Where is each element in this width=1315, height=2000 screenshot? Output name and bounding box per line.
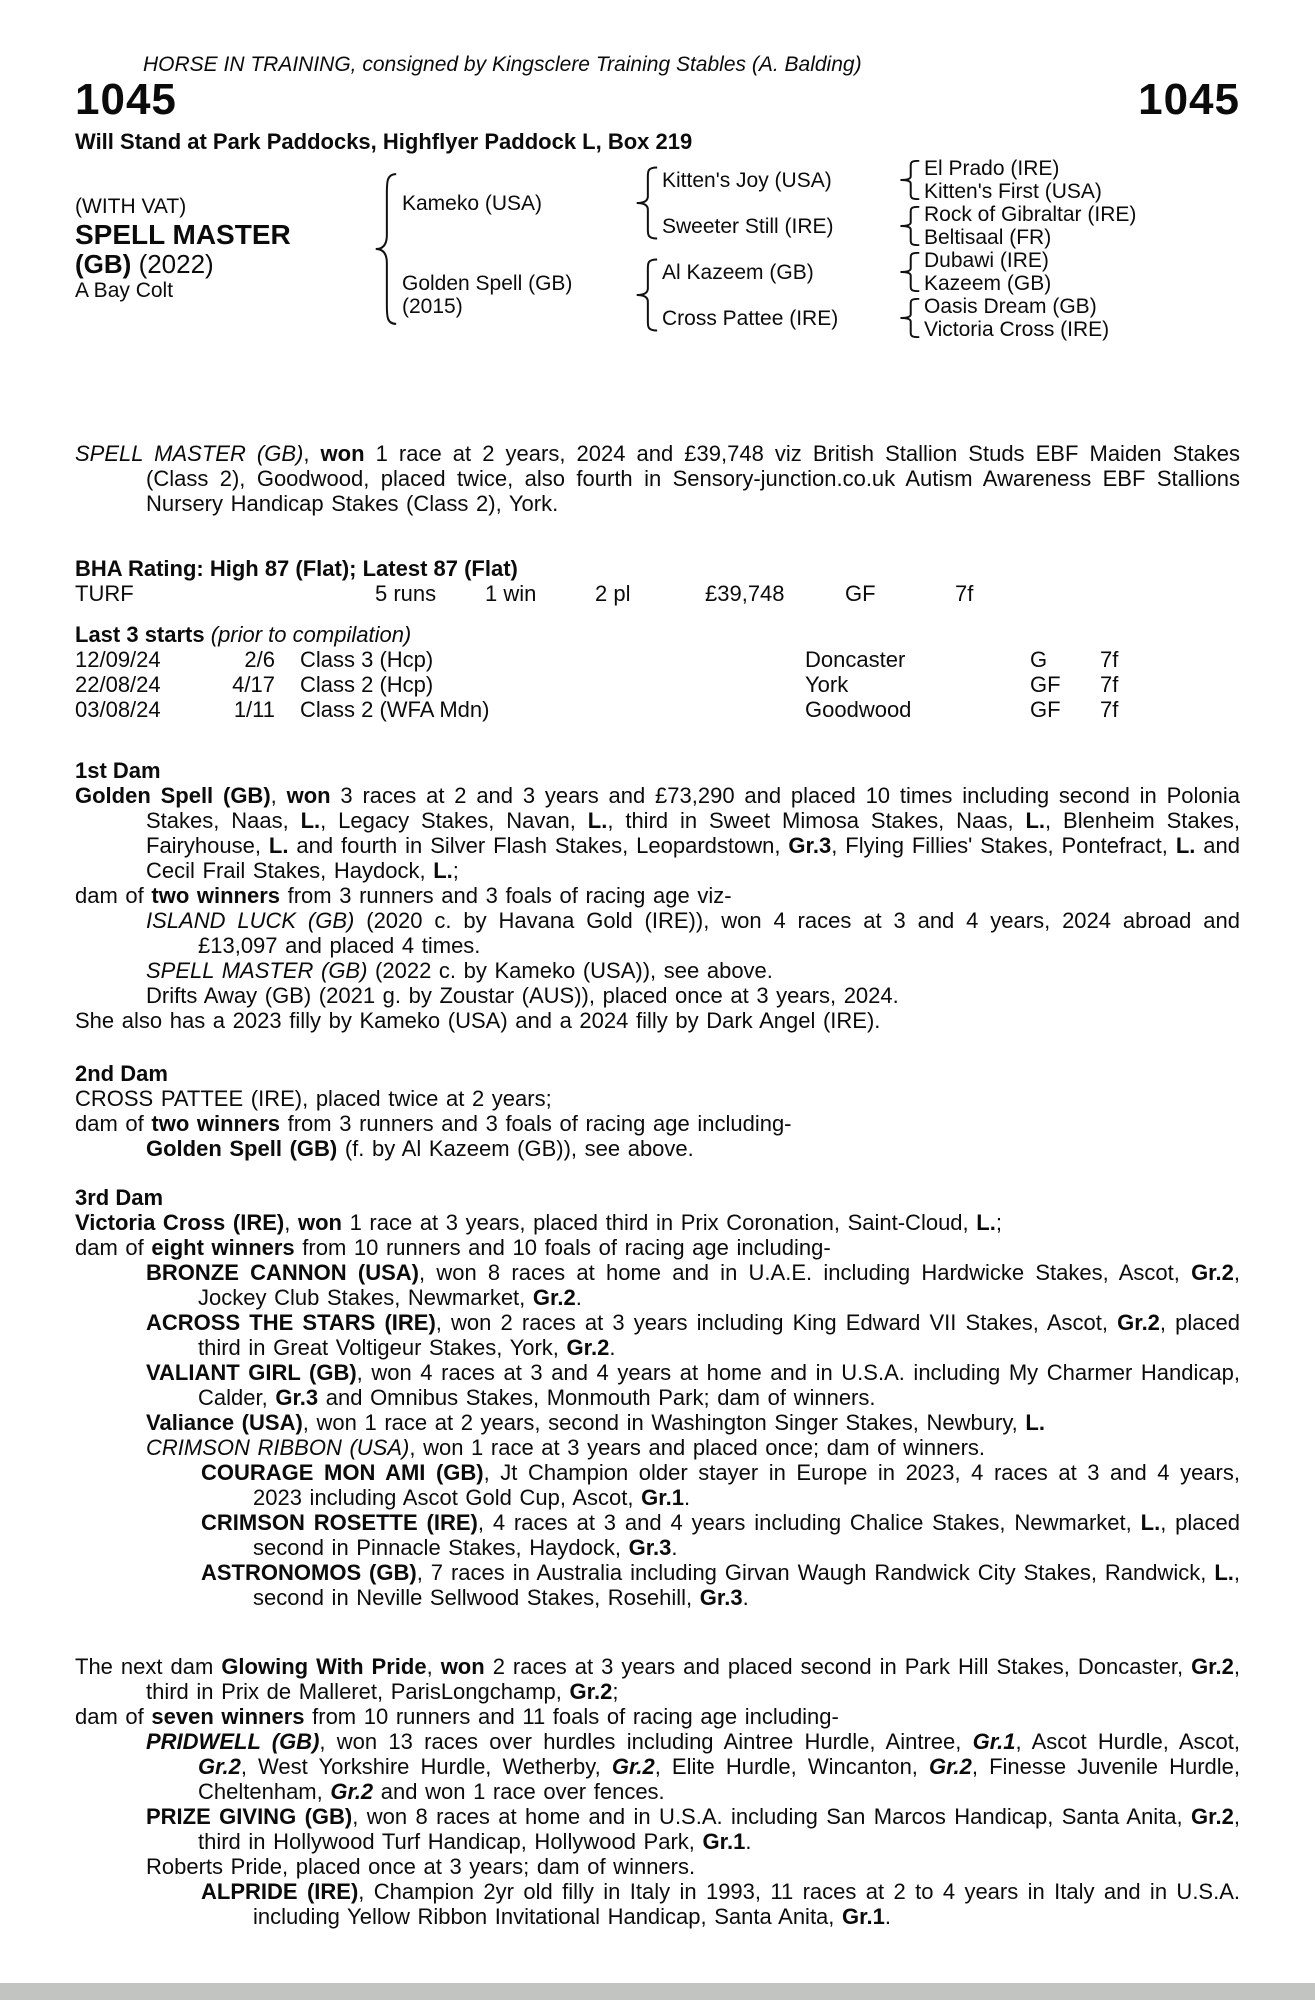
third-dam-produce-intro: dam of eight winners from 10 runners and 10 foals of racing age including- xyxy=(75,1235,831,1260)
sire-dam-name: Sweeter Still (IRE) xyxy=(662,214,834,238)
going-value: GF xyxy=(845,581,876,606)
progeny-entry: ASTRONOMOS (GB), 7 races in Australia including Girvan Waugh Randwick City Stakes, Randwick, L., second in Neville Sellwood Stakes, Rosehill, Gr.3. xyxy=(201,1560,1240,1610)
first-dam-heading: 1st Dam xyxy=(75,758,161,783)
sire-sire-name: Kitten's Joy (USA) xyxy=(662,168,832,192)
start-distance: 7f xyxy=(1100,672,1119,697)
third-dam-heading: 3rd Dam xyxy=(75,1185,164,1210)
brace-icon xyxy=(633,258,659,332)
next-dam-summary: The next dam Glowing With Pride, won 2 races at 3 years and placed second in Park Hill Stakes, Doncaster, Gr.2, third in Prix de Malleret, ParisLongchamp, Gr.2; xyxy=(75,1654,1240,1704)
start-position: 4/17 xyxy=(232,672,275,697)
brace-icon xyxy=(372,171,398,327)
progeny-entry: CRIMSON ROSETTE (IRE), 4 races at 3 and 4 years including Chalice Stakes, Newmarket, L., placed second in Pinnacle Stakes, Haydock, Gr.3. xyxy=(201,1510,1240,1560)
page-bottom-scan-edge xyxy=(0,1983,1315,2000)
progeny-entry: Valiance (USA), won 1 race at 2 years, second in Washington Singer Stakes, Newbury, L. xyxy=(146,1410,1045,1435)
last-starts-title: Last 3 starts xyxy=(75,622,205,647)
dam-parents-brace xyxy=(630,249,662,341)
sire-name: Kameko (USA) xyxy=(402,191,543,215)
places-value: 2 pl xyxy=(595,581,631,606)
start-venue: Doncaster xyxy=(805,647,906,672)
dam-name: Golden Spell (GB) xyxy=(402,272,573,295)
progeny-entry: ISLAND LUCK (GB) (2020 c. by Havana Gold (IRE)), won 4 races at 3 and 4 years, 2024 abroad and £13,097 and placed 4 times. xyxy=(146,908,1240,958)
start-distance: 7f xyxy=(1100,697,1119,722)
second-dam-produce-intro: dam of two winners from 3 runners and 3 foals of racing age including- xyxy=(75,1111,792,1136)
brace-icon xyxy=(897,252,921,292)
brace-icon xyxy=(897,160,921,200)
race-record-paragraph: SPELL MASTER (GB), won 1 race at 2 years, 2024 and £39,748 viz British Stallion Studs EBF Maiden Stakes (Class 2), Goodwood, placed twice, also fourth in Sensory-junction.co.uk Autism Awareness EBF Stallions Nursery Handicap Stakes (Class 2), York. xyxy=(75,441,1240,516)
first-dam-note: She also has a 2023 filly by Kameko (USA) and a 2024 filly by Dark Angel (IRE). xyxy=(75,1008,881,1033)
sire-sire-brace xyxy=(894,157,924,203)
distance-value: 7f xyxy=(955,581,974,606)
start-venue: Goodwood xyxy=(805,697,912,722)
horse-description: A Bay Colt xyxy=(75,279,174,302)
horse-birth-year: (2022) xyxy=(138,249,214,279)
great-granddam-4: Victoria Cross (IRE) xyxy=(924,318,1110,341)
great-granddam-3: Kazeem (GB) xyxy=(924,272,1052,295)
progeny-entry: Drifts Away (GB) (2021 g. by Zoustar (AUS)), placed once at 3 years, 2024. xyxy=(146,983,899,1008)
progeny-entry: COURAGE MON AMI (GB), Jt Champion older stayer in Europe in 2023, 4 races at 3 and 4 years, 2023 including Ascot Gold Cup, Ascot, Gr.1. xyxy=(201,1460,1240,1510)
progeny-entry: PRIZE GIVING (GB), won 8 races at home and in U.S.A. including San Marcos Handicap, Santa Anita, Gr.2, third in Hollywood Turf Handicap, Hollywood Park, Gr.1. xyxy=(146,1804,1240,1854)
start-position: 2/6 xyxy=(244,647,275,672)
great-grandsire-2: Rock of Gibraltar (IRE) xyxy=(924,203,1137,226)
sire-dam-brace xyxy=(894,203,924,249)
dam-birth-year: (2015) xyxy=(402,295,463,318)
progeny-entry: Golden Spell (GB) (f. by Al Kazeem (GB)), see above. xyxy=(146,1136,694,1161)
progeny-entry: BRONZE CANNON (USA), won 8 races at home and in U.A.E. including Hardwicke Stakes, Ascot, Gr.2, Jockey Club Stakes, Newmarket, Gr.2. xyxy=(146,1260,1240,1310)
horse-country-suffix: (GB) xyxy=(75,249,132,279)
progeny-entry: ALPRIDE (IRE), Champion 2yr old filly in Italy in 1993, 11 races at 2 to 4 years in Italy and in U.S.A. including Yellow Ribbon Invitational Handicap, Santa Anita, Gr.1. xyxy=(201,1879,1240,1929)
progeny-entry: Roberts Pride, placed once at 3 years; dam of winners. xyxy=(146,1854,696,1879)
surface-label: TURF xyxy=(75,581,134,606)
progeny-entry: ACROSS THE STARS (IRE), won 2 races at 3 years including King Edward VII Stakes, Ascot, Gr.2, placed third in Great Voltigeur Stakes, York, Gr.2. xyxy=(146,1310,1240,1360)
start-date: 22/08/24 xyxy=(75,672,161,697)
start-row xyxy=(75,647,1240,672)
earnings-value: £39,748 xyxy=(705,581,785,606)
progeny-entry: PRIDWELL (GB), won 13 races over hurdles including Aintree Hurdle, Aintree, Gr.1, Ascot Hurdle, Ascot, Gr.2, West Yorkshire Hurdle, Wetherby, Gr.2, Elite Hurdle, Wincanton, Gr.2, Finesse Juvenile Hurdle, Cheltenham, Gr.2 and won 1 race over fences. xyxy=(146,1729,1240,1804)
start-distance: 7f xyxy=(1100,647,1119,672)
brace-icon xyxy=(897,298,921,338)
last-starts-subtitle: (prior to compilation) xyxy=(204,622,412,647)
dam-sire-name: Al Kazeem (GB) xyxy=(662,260,814,284)
lot-number-row xyxy=(75,77,1240,123)
start-position: 1/11 xyxy=(233,697,275,722)
third-dam-summary: Victoria Cross (IRE), won 1 race at 3 years, placed third in Prix Coronation, Saint-Cloud, L.; xyxy=(75,1210,1002,1235)
bha-rating-line: BHA Rating: High 87 (Flat); Latest 87 (Flat) xyxy=(75,556,518,581)
vat-note: (WITH VAT) xyxy=(75,195,187,218)
start-going: GF xyxy=(1030,672,1061,697)
runs-value: 5 runs xyxy=(375,581,437,606)
turf-stats-row xyxy=(75,581,1240,606)
start-venue: York xyxy=(805,672,849,697)
start-row xyxy=(75,672,1240,697)
horse-name: SPELL MASTER xyxy=(75,219,291,250)
last-starts-heading xyxy=(75,622,1240,647)
lot-number-left: 1045 xyxy=(75,75,177,124)
second-dam-summary: CROSS PATTEE (IRE), placed twice at 2 years; xyxy=(75,1086,552,1111)
great-grandsire-3: Dubawi (IRE) xyxy=(924,249,1049,272)
first-dam-produce-intro: dam of two winners from 3 runners and 3 foals of racing age viz- xyxy=(75,883,732,908)
stand-location-line: Will Stand at Park Paddocks, Highflyer Paddock L, Box 219 xyxy=(75,129,693,154)
start-date: 12/09/24 xyxy=(75,647,161,672)
start-class: Class 2 (Hcp) xyxy=(300,672,434,697)
dam-dam-brace xyxy=(894,295,924,341)
pedigree-table xyxy=(75,157,1240,341)
great-granddam-1: Kitten's First (USA) xyxy=(924,180,1102,203)
brace-icon xyxy=(897,206,921,246)
consignor-header: HORSE IN TRAINING, consigned by Kingsclere Training Stables (A. Balding) xyxy=(143,53,862,76)
great-granddam-2: Beltisaal (FR) xyxy=(924,226,1052,249)
dam-dam-name: Cross Pattee (IRE) xyxy=(662,306,839,330)
progeny-entry: VALIANT GIRL (GB), won 4 races at 3 and 4 years at home and in U.S.A. including My Charmer Handicap, Calder, Gr.3 and Omnibus Stakes, Monmouth Park; dam of winners. xyxy=(146,1360,1240,1410)
start-going: G xyxy=(1030,647,1048,672)
next-dam-produce-intro: dam of seven winners from 10 runners and 11 foals of racing age including- xyxy=(75,1704,839,1729)
start-row xyxy=(75,697,1240,722)
start-class: Class 3 (Hcp) xyxy=(300,647,434,672)
horse-suffix-year xyxy=(75,250,368,278)
dam-block xyxy=(402,249,630,341)
dam-sire-brace xyxy=(894,249,924,295)
brace-icon xyxy=(633,166,659,240)
great-grandsire-4: Oasis Dream (GB) xyxy=(924,295,1097,318)
lot-number-right: 1045 xyxy=(1138,75,1240,124)
start-going: GF xyxy=(1030,697,1061,722)
progeny-entry: SPELL MASTER (GB) (2022 c. by Kameko (USA)), see above. xyxy=(146,958,773,983)
pedigree-main-brace xyxy=(368,157,402,341)
sire-parents-brace xyxy=(630,157,662,249)
great-grandsire-1: El Prado (IRE) xyxy=(924,157,1060,180)
start-class: Class 2 (WFA Mdn) xyxy=(300,697,490,722)
horse-info-block xyxy=(75,157,368,341)
first-dam-summary: Golden Spell (GB), won 3 races at 2 and 3 years and £73,290 and placed 10 times including second in Polonia Stakes, Naas, L., Legacy Stakes, Navan, L., third in Sweet Mimosa Stakes, Naas, L., Blenheim Stakes, Fairyhouse, L. and fourth in Silver Flash Stakes, Leopardstown, Gr.3, Flying Fillies' Stakes, Pontefract, L. and Cecil Frail Stakes, Haydock, L.; xyxy=(75,783,1241,883)
catalogue-body xyxy=(75,441,1240,1929)
second-dam-heading: 2nd Dam xyxy=(75,1061,168,1086)
start-date: 03/08/24 xyxy=(75,697,161,722)
progeny-entry: CRIMSON RIBBON (USA), won 1 race at 3 years and placed once; dam of winners. xyxy=(146,1435,986,1460)
wins-value: 1 win xyxy=(485,581,537,606)
